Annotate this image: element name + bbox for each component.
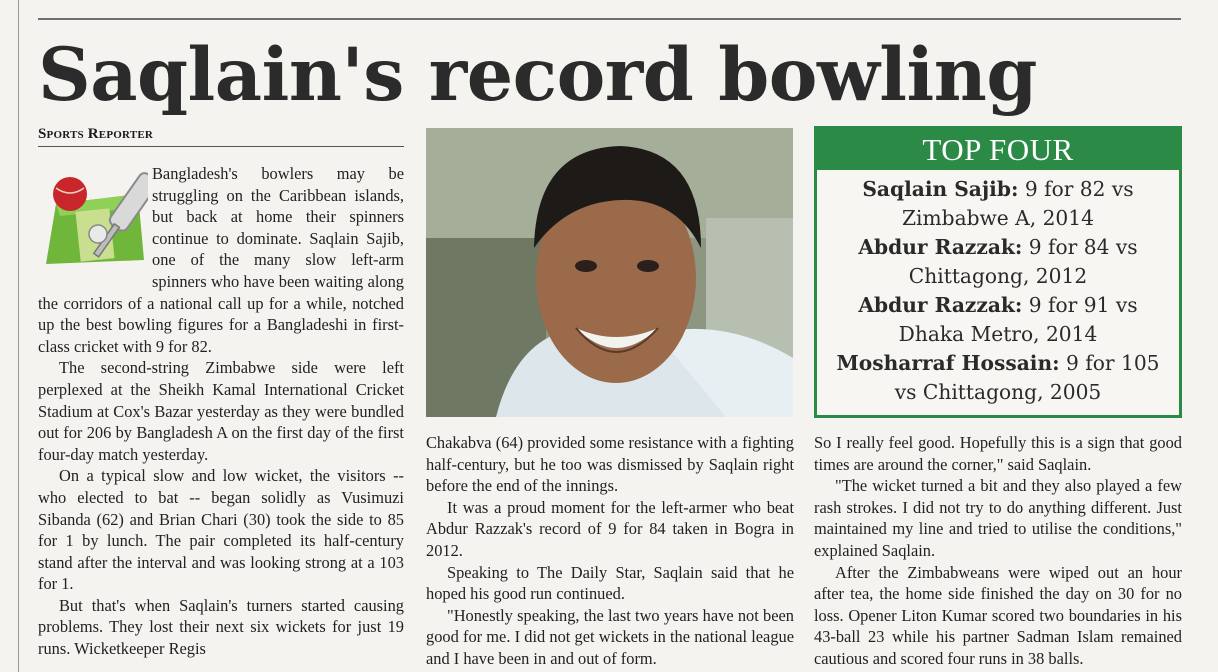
article-paragraph: But that's when Saqlain's turners started causing problems. They lost their next six wickets for just 19 runs. Wicketkeeper Regis [38, 595, 404, 659]
article-paragraph: So I really feel good. Hopefully this is a sign that good times are around the corner," said Saqlain. [814, 433, 1182, 474]
article-paragraph: On a typical slow and low wicket, the visitors -- who elected to bat -- began solidly as Vusimuzi Sibanda (62) and Brian Chari (30) took the side to 85 for 1 by lunch. The pair completed its half-century stand after the interval and was looking strong at a 103 for 1. [38, 466, 404, 594]
top-four-box [814, 126, 1182, 418]
entry-detail: 9 for 82 vs Zimbabwe A, 2014 [902, 177, 1134, 230]
entry-name: Mosharraf Hossain: [836, 351, 1060, 375]
cricket-ball-and-bat-icon [38, 164, 148, 274]
top-four-title: TOP FOUR [817, 129, 1179, 170]
article-paragraph: "The wicket turned a bit and they also played a few rash strokes. I did not try to do anything different. Just maintained my line and tried to utilise the conditions," explained Saqlain. [814, 476, 1182, 560]
top-four-entry [823, 175, 1173, 233]
headline: Saqlain's record bowling [38, 32, 1037, 118]
entry-name: Abdur Razzak: [858, 293, 1023, 317]
article-paragraph: Chakabva (64) provided some resistance with a fighting half-century, but he too was dismissed by Saqlain right before the end of the innings. [426, 433, 794, 496]
entry-name: Abdur Razzak: [858, 235, 1023, 259]
entry-detail: 9 for 105 vs Chittagong, 2005 [894, 351, 1160, 404]
top-four-entry [823, 233, 1173, 291]
top-four-entry [823, 291, 1173, 349]
page-edge-rule [18, 0, 19, 672]
article-column-1 [38, 163, 404, 672]
article-paragraph: Bangladesh's bowlers may be struggling on the Caribbean islands, but back at home their spinners continue to dominate. Saqlain Sajib, one of the many slow left-arm spinners who have been waiting along the corridors of a national call up for a while, notched up the best bowling figures for a Bangladeshi in first-class cricket with 9 for 82. [38, 164, 404, 356]
article-paragraph: After the Zimbabweans were wiped out an hour after tea, the home side finished the day on 30 for no loss. Opener Liton Kumar scored two boundaries in his 43-ball 23 while his partner Sadman Islam remained cautious and scored four runs in 38 balls. [814, 562, 1182, 668]
article-column-3 [814, 432, 1182, 672]
entry-detail: 9 for 84 vs Chittagong, 2012 [908, 235, 1138, 288]
entry-name: Saqlain Sajib: [862, 177, 1019, 201]
article-column-2 [426, 432, 794, 672]
byline: Sports Reporter [38, 126, 404, 147]
player-photo [426, 128, 793, 417]
entry-detail: 9 for 91 vs Dhaka Metro, 2014 [898, 293, 1138, 346]
article-paragraph: "Honestly speaking, the last two years have not been good for me. I did not get wickets in the national league and I have been in and out of form. [426, 605, 794, 668]
top-four-list [817, 170, 1179, 407]
top-divider [38, 18, 1181, 20]
article-paragraph: The second-string Zimbabwe side were left perplexed at the Sheikh Kamal International Cricket Stadium at Cox's Bazar yesterday as they were bundled out for 206 by Bangladesh A on the first day of the first four-day match yesterday. [38, 358, 404, 464]
top-four-entry [823, 349, 1173, 407]
article-paragraph: Speaking to The Daily Star, Saqlain said that he hoped his good run continued. [426, 562, 794, 604]
article-paragraph: It was a proud moment for the left-armer who beat Abdur Razzak's record of 9 for 84 taken in Bogra in 2012. [426, 497, 794, 560]
